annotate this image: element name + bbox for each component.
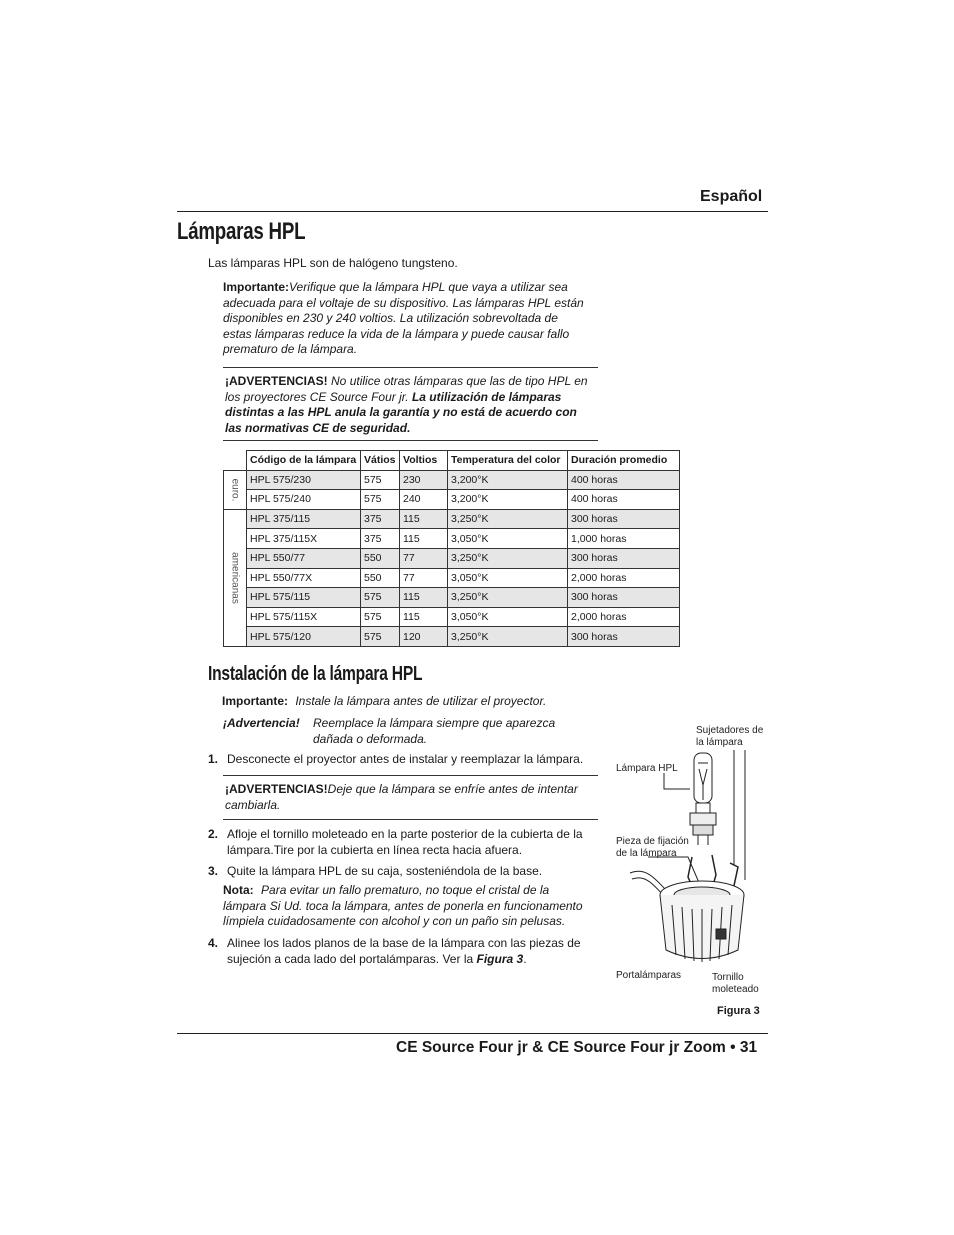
- step-1-text: Desconecte el proyector antes de instalar y reemplazar la lámpara.: [227, 752, 584, 766]
- important-line: Verifique que la lámpara HPL que vaya a utilizar sea: [289, 280, 568, 294]
- table-cell: 3,050°K: [448, 529, 568, 549]
- thumbscrew: [716, 929, 726, 939]
- warning-line-bold: La utilización de lámparas: [411, 389, 562, 404]
- table-cell: 2,000 horas: [568, 568, 680, 588]
- language-heading: Español: [700, 188, 763, 205]
- table-cell: 3,200°K: [448, 470, 568, 490]
- table-corner: [224, 451, 247, 471]
- table-cell: 77: [400, 568, 448, 588]
- step-4-text: [227, 936, 581, 967]
- table-cell: HPL 575/115X: [247, 607, 361, 627]
- note-label: Nota:: [223, 883, 254, 897]
- important-text: Instale la lámpara antes de utilizar el proyector.: [295, 694, 547, 708]
- warning-line-bold: las normativas CE de seguridad.: [225, 420, 411, 435]
- table-cell: HPL 575/120: [247, 627, 361, 647]
- warning-line: No utilice otras lámparas que las de tipo HPL en: [331, 374, 588, 388]
- warning2-box: [225, 782, 600, 813]
- table-header-row: [224, 451, 680, 471]
- step-line: lámpara.Tire por la cubierta en línea recta hacia afuera.: [227, 842, 523, 857]
- table-cell: 3,250°K: [448, 588, 568, 608]
- table-row: [224, 548, 680, 568]
- lamp-base: [690, 813, 716, 825]
- table-cell: 115: [400, 529, 448, 549]
- region-label: euro.: [229, 478, 241, 502]
- table-cell: 120: [400, 627, 448, 647]
- table-cell: 575: [361, 490, 400, 510]
- label-line: moleteado: [712, 984, 759, 995]
- warning-line: Deje que la lámpara se enfríe antes de intentar: [327, 782, 578, 796]
- advert-line: Reemplace la lámpara siempre que aparezca: [313, 716, 556, 730]
- section-title-instalacion: Instalación de la lámpara HPL: [208, 663, 423, 685]
- table-cell: HPL 375/115: [247, 509, 361, 529]
- step-line-end: .: [523, 951, 527, 966]
- region-label: americanas: [229, 552, 241, 604]
- column-header: Duración promedio: [568, 451, 680, 471]
- table-row: [224, 588, 680, 608]
- table-cell: 550: [361, 548, 400, 568]
- table-cell: 115: [400, 607, 448, 627]
- important-line: estas lámparas reduce la vida de la lámpara y puede causar fallo: [223, 326, 570, 341]
- advert-line: dañada o deformada.: [313, 731, 428, 746]
- lamp-neck: [696, 803, 710, 813]
- page-footer: CE Source Four jr & CE Source Four jr Zoom • 31: [396, 1039, 758, 1056]
- step-number: 4.: [208, 936, 219, 950]
- warning-line: cambiarla.: [225, 797, 281, 812]
- important-note: [223, 280, 603, 358]
- label-portalamparas: Portalámparas: [616, 970, 682, 981]
- lamp-installation-illustration: [610, 745, 770, 970]
- table-row: [224, 490, 680, 510]
- table-cell: 300 horas: [568, 509, 680, 529]
- warning-line: los proyectores CE Source Four jr.: [225, 389, 409, 404]
- table-cell: 400 horas: [568, 470, 680, 490]
- warning-box: [225, 374, 605, 436]
- step-number: 2.: [208, 827, 219, 841]
- table-row: [224, 627, 680, 647]
- label-line: la lámpara: [696, 737, 743, 748]
- note-block: [223, 883, 603, 930]
- step-line: Alinee los lados planos de la base de la lámpara con las piezas de: [227, 936, 581, 950]
- column-header: Vátios: [361, 451, 400, 471]
- table-cell: 375: [361, 509, 400, 529]
- column-header: Temperatura del color: [448, 451, 568, 471]
- section-title-lamparas-hpl: Lámparas HPL: [177, 218, 306, 245]
- table-cell: 3,250°K: [448, 627, 568, 647]
- important-line: prematuro de la lámpara.: [223, 342, 358, 357]
- table-cell: 550: [361, 568, 400, 588]
- table-cell: 3,250°K: [448, 548, 568, 568]
- column-header: Voltios: [400, 451, 448, 471]
- table-cell: 300 horas: [568, 588, 680, 608]
- column-header: Código de la lámpara: [247, 451, 361, 471]
- install-important: [222, 694, 546, 710]
- figure-reference: Figura 3: [476, 951, 524, 966]
- warning-top-rule: [223, 367, 598, 368]
- step-3-text: Quite la lámpara HPL de su caja, sosteniéndola de la base.: [227, 864, 543, 878]
- important-label: Importante:: [222, 694, 288, 708]
- warning2-bottom-rule: [223, 819, 598, 820]
- label-line: de la lámpara: [616, 848, 677, 859]
- table-cell: 375: [361, 529, 400, 549]
- lamp-specs-table: [223, 450, 680, 647]
- table-cell: 3,200°K: [448, 490, 568, 510]
- table-cell: 575: [361, 588, 400, 608]
- table-cell: 3,050°K: [448, 607, 568, 627]
- warning-label: ¡ADVERTENCIAS!: [225, 782, 328, 796]
- top-rule: [177, 211, 768, 212]
- table-cell: 575: [361, 627, 400, 647]
- step-2-text: [227, 827, 583, 858]
- important-label: Importante:: [223, 280, 289, 294]
- table-cell: HPL 575/240: [247, 490, 361, 510]
- important-line: disponibles en 230 y 240 voltios. La utilización sobrevoltada de: [223, 311, 558, 326]
- table-cell: 3,050°K: [448, 568, 568, 588]
- table-cell: 575: [361, 607, 400, 627]
- step-line: Afloje el tornillo moleteado en la parte posterior de la cubierta de la: [227, 827, 583, 841]
- table-cell: HPL 550/77: [247, 548, 361, 568]
- table-row: [224, 470, 680, 490]
- table-cell: 2,000 horas: [568, 607, 680, 627]
- warning-label: ¡ADVERTENCIAS!: [225, 374, 328, 388]
- warning-bottom-rule: [223, 440, 598, 441]
- table-cell: 115: [400, 588, 448, 608]
- footer-rule: [177, 1033, 768, 1034]
- table-cell: 300 horas: [568, 627, 680, 647]
- advert-text: [313, 716, 555, 747]
- table-cell: 115: [400, 509, 448, 529]
- important-line: adecuada para el voltaje de su dispositivo. Las lámparas HPL están: [223, 295, 584, 310]
- region-cell-americanas: [224, 509, 247, 646]
- note-line: Para evitar un fallo prematuro, no toque el cristal de la: [261, 883, 550, 897]
- table-cell: 240: [400, 490, 448, 510]
- table-cell: 400 horas: [568, 490, 680, 510]
- label-tornillo: [712, 972, 759, 996]
- table-cell: 77: [400, 548, 448, 568]
- table-cell: 230: [400, 470, 448, 490]
- table-cell: HPL 375/115X: [247, 529, 361, 549]
- label-lampara-hpl: Lámpara HPL: [616, 763, 678, 774]
- table-cell: 575: [361, 470, 400, 490]
- intro-text: Las lámparas HPL son de halógeno tungsteno.: [208, 256, 458, 270]
- label-line: Tornillo: [712, 972, 744, 983]
- table-row: [224, 568, 680, 588]
- warning2-top-rule: [223, 775, 598, 776]
- note-line: límpiela cuidadosamente con alcohol y con un paño sin pelusas.: [223, 914, 566, 929]
- table-row: [224, 529, 680, 549]
- label-line: Pieza de fijación: [616, 836, 689, 847]
- table-row: [224, 607, 680, 627]
- advert-label: ¡Advertencia!: [223, 716, 300, 730]
- leader-line: [664, 773, 690, 789]
- leader-line: [648, 857, 700, 885]
- step-number: 1.: [208, 752, 219, 766]
- table-row: [224, 509, 680, 529]
- table-cell: HPL 550/77X: [247, 568, 361, 588]
- figure-caption: Figura 3: [717, 1005, 760, 1017]
- table-cell: 300 horas: [568, 548, 680, 568]
- note-line: lámpara Si Ud. toca la lámpara, antes de ponerla en funcionamento: [223, 898, 583, 913]
- warning-line-bold: distintas a las HPL anula la garantía y no está de acuerdo con: [225, 405, 577, 420]
- table-cell: HPL 575/115: [247, 588, 361, 608]
- label-line: Sujetadores de: [696, 725, 764, 736]
- table-cell: 3,250°K: [448, 509, 568, 529]
- step-line: sujeción a cada lado del portalámparas. Ver la: [227, 951, 474, 966]
- step-number: 3.: [208, 864, 219, 878]
- region-cell-euro: [224, 470, 247, 509]
- table-cell: 1,000 horas: [568, 529, 680, 549]
- table-cell: HPL 575/230: [247, 470, 361, 490]
